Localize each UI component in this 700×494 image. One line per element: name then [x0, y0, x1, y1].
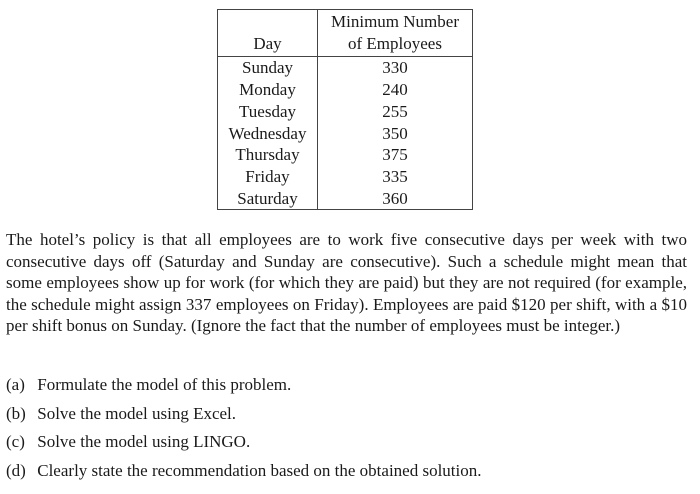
question-list	[6, 374, 687, 489]
cell-min: 330	[318, 57, 473, 79]
question-text: Clearly state the recommendation based on the obtained solution.	[37, 461, 482, 481]
employee-requirements-table-wrapper	[217, 9, 473, 210]
cell-min: 335	[318, 166, 473, 188]
cell-min: 255	[318, 101, 473, 123]
header-minimum-employees	[318, 10, 473, 57]
list-item	[6, 460, 687, 489]
cell-min: 360	[318, 188, 473, 210]
table-row	[218, 144, 473, 166]
list-item	[6, 374, 687, 403]
table-row	[218, 79, 473, 101]
cell-day: Thursday	[218, 144, 318, 166]
question-label: (d)	[6, 461, 26, 481]
cell-day: Tuesday	[218, 101, 318, 123]
list-item	[6, 403, 687, 432]
table-row	[218, 166, 473, 188]
question-text: Solve the model using LINGO.	[37, 432, 251, 452]
table-row	[218, 188, 473, 210]
header-min-line1: Minimum Number	[331, 12, 459, 31]
list-item	[6, 431, 687, 460]
question-label: (b)	[6, 403, 26, 423]
cell-min: 375	[318, 144, 473, 166]
table-header-row	[218, 10, 473, 57]
cell-min: 350	[318, 123, 473, 145]
policy-paragraph: The hotel’s policy is that all employees are to work five consecutive days per week with two consecutive days off (Saturday and Sunday are consecutive). Such a schedule might mean that some employees show up for work (for which they are paid) but they are not required (for example, the schedule might assign 337 employees on Friday). Employees are paid $120 per shift, with a $10 per shift bonus on Sunday. (Ignore the fact that the number of employees must be integer.)	[6, 230, 687, 336]
question-text: Formulate the model of this problem.	[37, 375, 292, 394]
employee-requirements-table	[217, 9, 473, 210]
table-row	[218, 101, 473, 123]
cell-day: Saturday	[218, 188, 318, 210]
question-text: Solve the model using Excel.	[37, 403, 237, 423]
question-label: (c)	[6, 432, 25, 452]
cell-day: Wednesday	[218, 123, 318, 145]
cell-day: Sunday	[218, 57, 318, 79]
question-label: (a)	[6, 375, 25, 394]
cell-min: 240	[318, 79, 473, 101]
cell-day: Friday	[218, 166, 318, 188]
header-day: Day	[218, 10, 318, 57]
header-min-line2: of Employees	[348, 33, 442, 53]
table-row	[218, 57, 473, 79]
table-row	[218, 123, 473, 145]
cell-day: Monday	[218, 79, 318, 101]
